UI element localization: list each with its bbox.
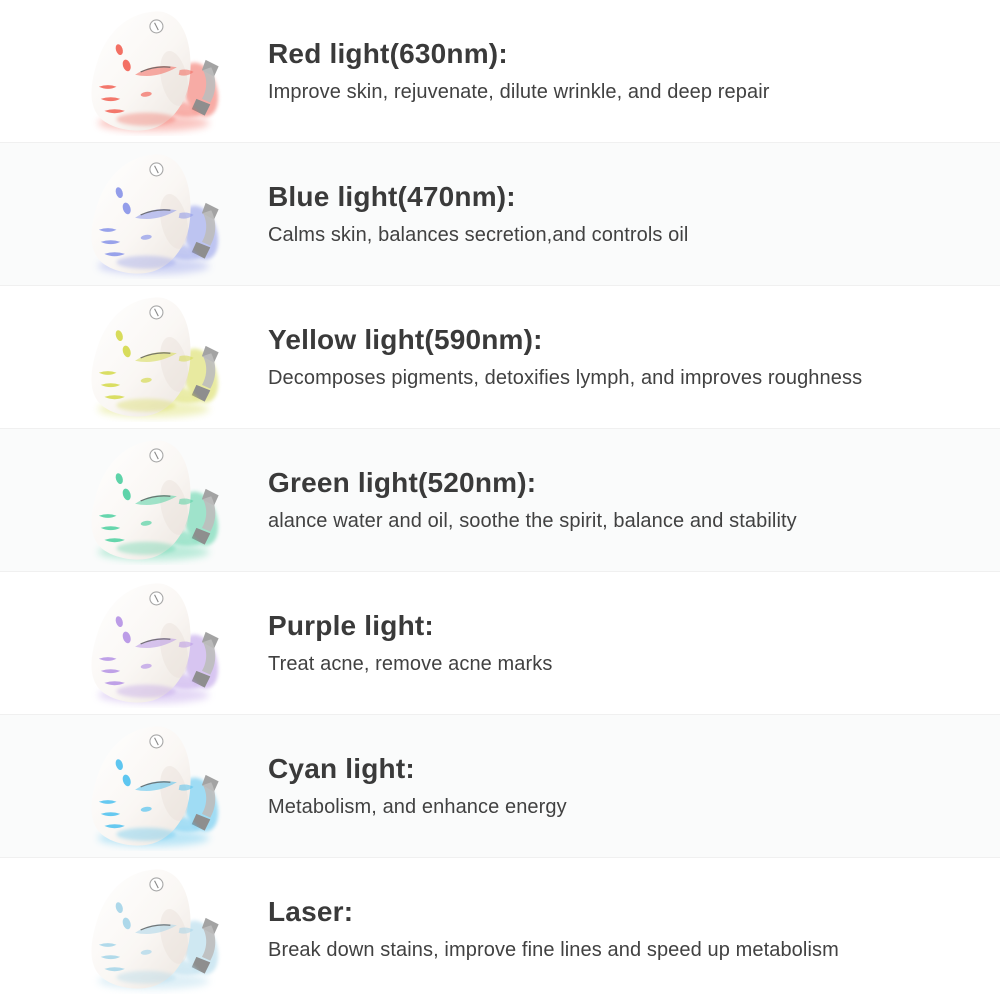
feature-title: Yellow light(590nm): xyxy=(268,324,543,355)
feature-text xyxy=(260,610,553,676)
mask-image-wrap xyxy=(0,292,260,422)
feature-description: alance water and oil, soothe the spirit, balance and stability xyxy=(268,510,797,532)
feature-description: Metabolism, and enhance energy xyxy=(268,796,567,818)
mask-image-wrap xyxy=(0,721,260,851)
led-mask-purple-image xyxy=(56,578,242,708)
mask-image-wrap xyxy=(0,149,260,279)
feature-title: Green light(520nm): xyxy=(268,467,537,498)
feature-text xyxy=(260,38,770,104)
feature-row-yellow xyxy=(0,285,1000,428)
feature-row-red xyxy=(0,0,1000,142)
mask-image-wrap xyxy=(0,6,260,136)
feature-title: Blue light(470nm): xyxy=(268,181,516,212)
feature-row-blue xyxy=(0,142,1000,285)
led-mask-red-image xyxy=(56,6,242,136)
feature-text xyxy=(260,324,862,390)
feature-text xyxy=(260,896,839,962)
feature-text xyxy=(260,753,567,819)
feature-text xyxy=(260,467,797,533)
mask-image-wrap xyxy=(0,435,260,565)
feature-text xyxy=(260,181,688,247)
feature-description: Calms skin, balances secretion,and controls oil xyxy=(268,224,689,246)
feature-row-green xyxy=(0,428,1000,571)
mask-image-wrap xyxy=(0,864,260,994)
led-mask-blue-image xyxy=(56,149,242,279)
led-mask-cyan-image xyxy=(56,721,242,851)
feature-title: Purple light: xyxy=(268,610,434,641)
feature-description: Treat acne, remove acne marks xyxy=(268,653,553,675)
led-mask-yellow-image xyxy=(56,292,242,422)
feature-title: Laser: xyxy=(268,896,354,927)
led-mask-green-image xyxy=(56,435,242,565)
led-mask-laser-image xyxy=(56,864,242,994)
feature-row-laser xyxy=(0,857,1000,1000)
feature-description: Improve skin, rejuvenate, dilute wrinkle, and deep repair xyxy=(268,81,770,103)
feature-row-purple xyxy=(0,571,1000,714)
feature-description: Break down stains, improve fine lines and speed up metabolism xyxy=(268,939,839,961)
feature-title: Cyan light: xyxy=(268,753,415,784)
mask-image-wrap xyxy=(0,578,260,708)
feature-row-cyan xyxy=(0,714,1000,857)
feature-title: Red light(630nm): xyxy=(268,38,508,69)
feature-description: Decomposes pigments, detoxifies lymph, and improves roughness xyxy=(268,367,863,389)
